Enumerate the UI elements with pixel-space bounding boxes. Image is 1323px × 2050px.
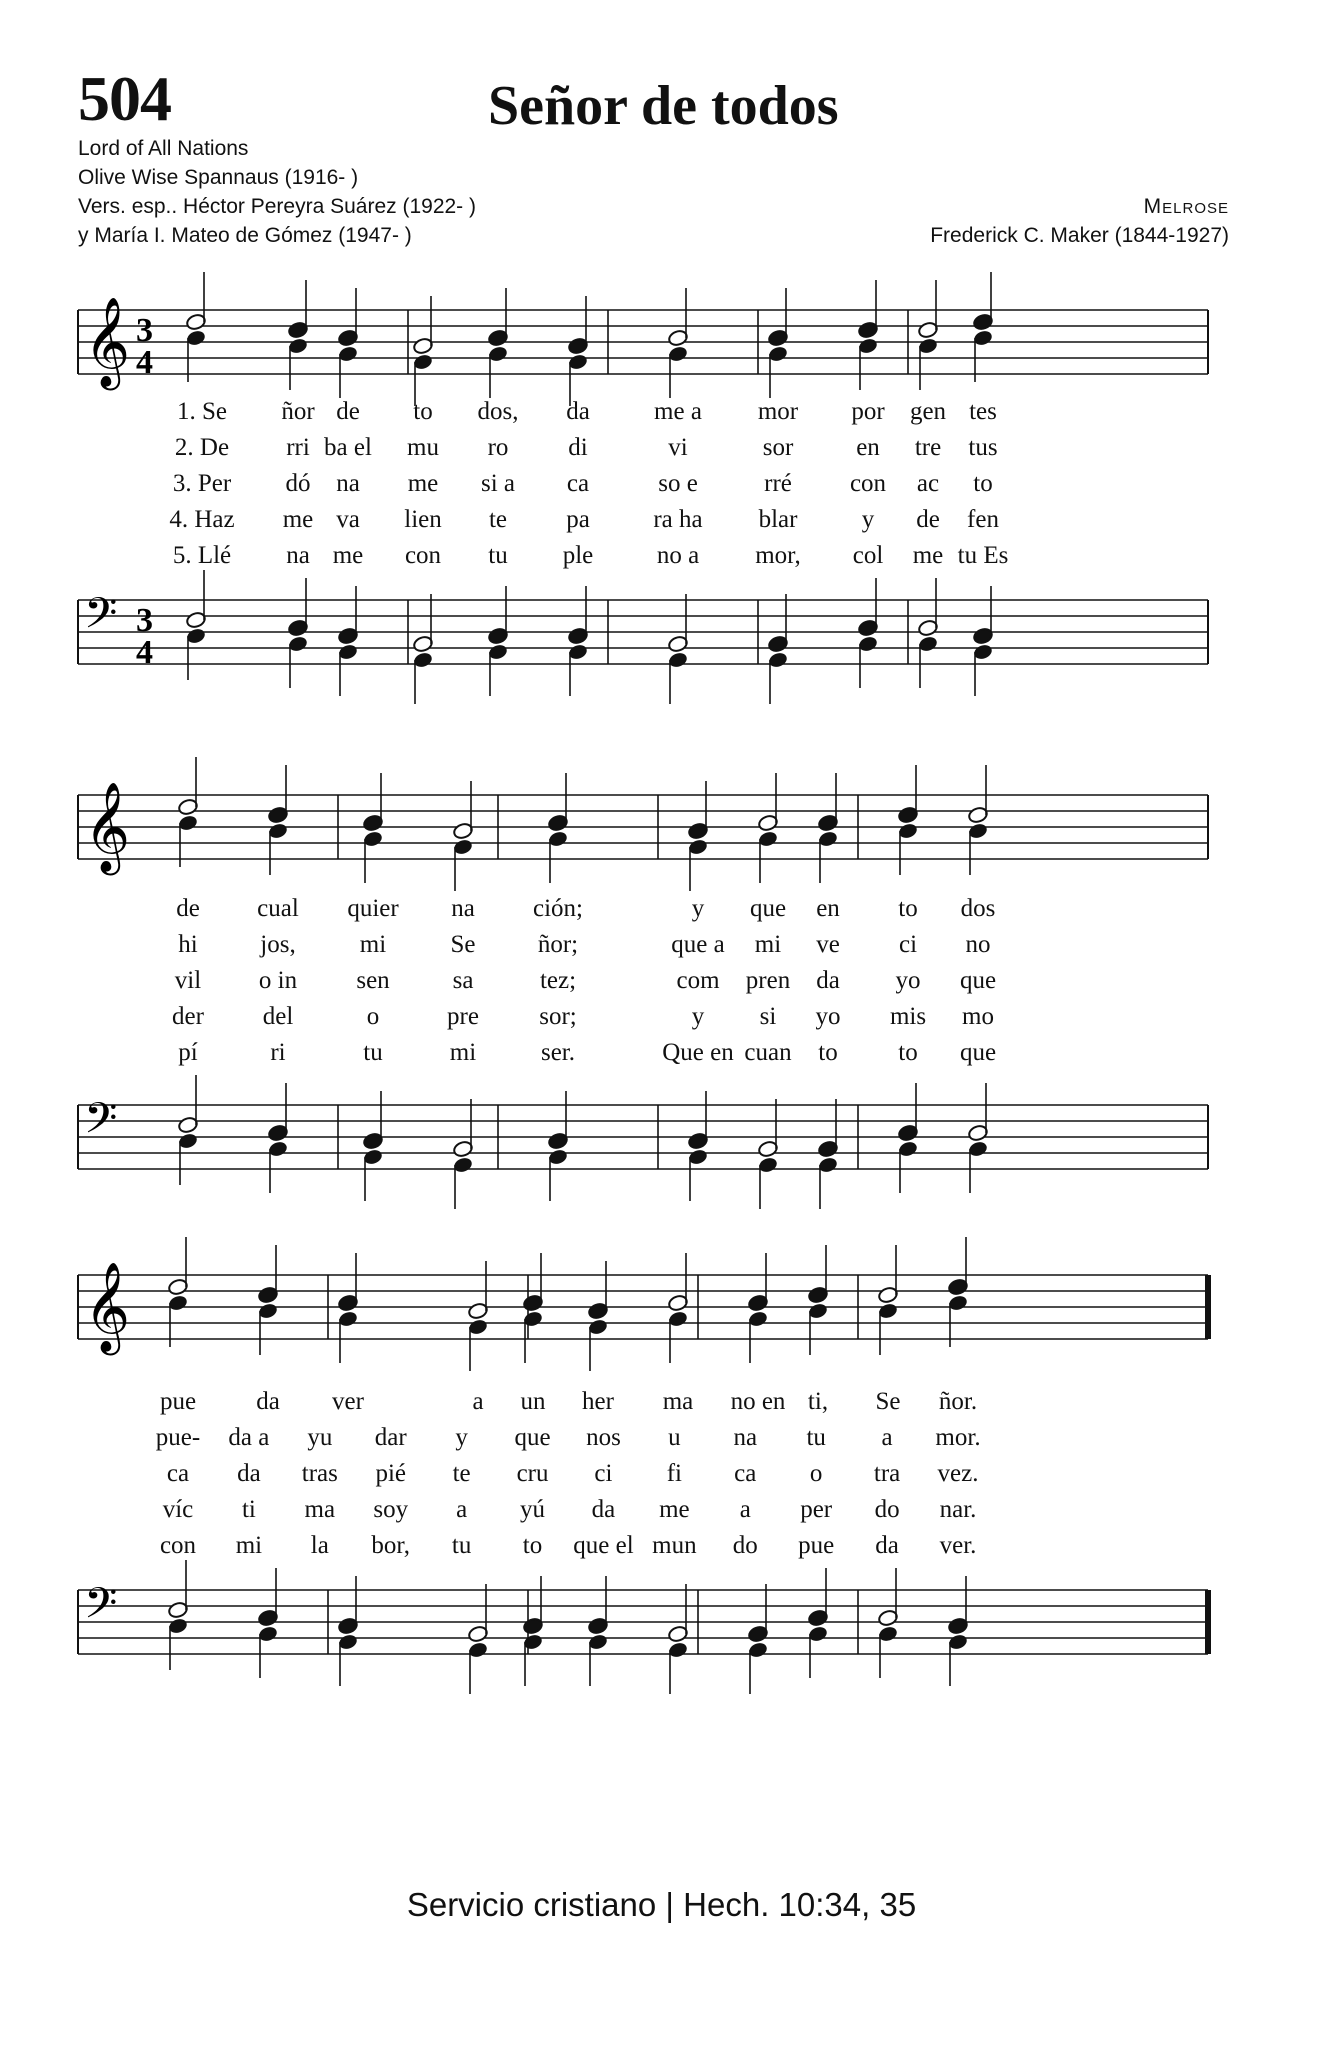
note — [687, 1091, 708, 1201]
composer-credit: Frederick C. Maker (1844-1927) — [930, 224, 1229, 247]
lyric-syllable: ver. — [939, 1532, 977, 1559]
hymn-number: 504 — [78, 63, 171, 134]
note — [185, 272, 206, 382]
lyric-syllable: da — [816, 967, 840, 994]
lyric-syllable: tras — [301, 1460, 338, 1487]
lyric-syllable: nar. — [939, 1496, 977, 1523]
note — [972, 586, 993, 696]
lyric-syllable: da — [237, 1460, 261, 1487]
note — [687, 781, 708, 891]
lyric-syllable: tu — [363, 1039, 383, 1066]
lyric-syllable: sor; — [539, 1003, 577, 1030]
lyric-syllable: vez. — [937, 1460, 979, 1487]
lyric-syllable: yú — [520, 1496, 546, 1523]
lyric-syllable: víc — [162, 1496, 194, 1523]
note — [967, 1083, 988, 1193]
lyric-syllable: te — [488, 506, 508, 533]
lyric-syllable: 4. Haz — [169, 506, 235, 533]
lyric-syllable: ñor. — [938, 1388, 978, 1415]
lyric-syllable: con — [849, 470, 887, 497]
lyric-syllable: si a — [480, 470, 516, 497]
note — [452, 1099, 473, 1209]
lyric-syllable: ro — [487, 434, 509, 461]
lyric-syllable: ma — [662, 1388, 694, 1415]
lyric-syllable: bor, — [371, 1532, 411, 1559]
lyric-syllable: mun — [652, 1532, 697, 1559]
lyric-syllable: de — [336, 398, 360, 425]
lyric-syllable: yo — [895, 967, 921, 994]
lyric-syllable: Que en — [662, 1039, 734, 1066]
lyric-syllable: tu — [806, 1424, 826, 1451]
lyric-syllable: 5. Llé — [172, 542, 232, 569]
lyric-syllable: her — [582, 1388, 614, 1415]
note — [767, 594, 788, 704]
lyric-syllable: per — [800, 1496, 833, 1523]
lyric-syllable: con — [404, 542, 442, 569]
lyric-syllable: tez; — [539, 967, 577, 994]
lyric-syllable: to — [818, 1039, 838, 1066]
lyric-syllable: na — [451, 895, 475, 922]
lyric-syllable: ca — [734, 1460, 757, 1487]
lyric-syllable: o in — [258, 967, 298, 994]
note — [467, 1261, 488, 1371]
note — [667, 288, 688, 398]
translator-credit-2: y María I. Mateo de Gómez (1947- ) — [78, 224, 412, 247]
note — [757, 773, 778, 883]
verse-3-line — [78, 470, 1228, 506]
staff-lines — [78, 310, 1208, 374]
lyric-syllable: y — [861, 506, 875, 533]
verse-2-line — [78, 1424, 1228, 1460]
lyric-syllable: mi — [359, 931, 387, 958]
note — [767, 288, 788, 398]
lyric-syllable: pa — [566, 506, 590, 533]
note — [857, 578, 878, 688]
lyric-syllable: pue — [798, 1532, 835, 1559]
lyric-syllable: ñor — [281, 398, 315, 425]
lyric-syllable: mor. — [935, 1424, 981, 1451]
lyric-syllable: col — [852, 542, 884, 569]
lyric-syllable: ma — [304, 1496, 336, 1523]
lyric-syllable: la — [310, 1532, 329, 1559]
lyric-syllable: rré — [764, 470, 792, 497]
time-signature-bottom: 4 — [136, 344, 153, 381]
tune-name: Melrose — [1143, 195, 1229, 218]
lyric-syllable: pue — [159, 1388, 197, 1415]
lyric-syllable: en — [816, 895, 840, 922]
note — [897, 1083, 918, 1193]
lyric-syllable: que — [514, 1424, 551, 1451]
lyric-syllable: hi — [178, 931, 198, 958]
lyric-syllable: do — [732, 1532, 758, 1559]
note — [567, 586, 588, 696]
lyric-syllable: yu — [307, 1424, 333, 1451]
lyric-syllable: no en — [730, 1388, 786, 1415]
lyric-syllable: y — [691, 1003, 705, 1030]
note — [807, 1568, 828, 1678]
note — [757, 1099, 778, 1209]
system-1-bass-staff — [78, 590, 1228, 720]
lyric-syllable: mu — [407, 434, 439, 461]
bass-clef-icon: 𝄢 — [84, 1094, 118, 1154]
treble-clef-icon: 𝄞 — [84, 782, 131, 872]
note — [487, 586, 508, 696]
lyric-syllable: me a — [654, 398, 702, 425]
time-signature-top: 3 — [136, 312, 153, 349]
staff-lines — [78, 600, 1208, 664]
lyric-syllable: quier — [347, 895, 399, 922]
lyric-syllable: cual — [257, 895, 299, 922]
verse-5-line — [78, 1532, 1228, 1568]
lyric-syllable: mor — [757, 398, 799, 425]
note — [287, 578, 308, 688]
time-signature-top: 3 — [136, 602, 153, 639]
lyric-syllable: mor, — [755, 542, 801, 569]
lyric-syllable: da — [256, 1388, 280, 1415]
bass-clef-icon: 𝄢 — [84, 589, 118, 649]
lyric-syllable: to — [522, 1532, 543, 1559]
lyric-syllable: sor — [762, 434, 794, 461]
lyric-syllable: ti — [241, 1496, 256, 1523]
lyric-syllable: me — [332, 542, 364, 569]
text-credits — [78, 134, 476, 250]
lyric-syllable: rri — [286, 434, 310, 461]
lyric-syllable: tes — [969, 398, 997, 425]
lyric-syllable: ple — [562, 542, 594, 569]
note — [337, 1576, 358, 1686]
lyric-syllable: ra ha — [653, 506, 703, 533]
lyric-syllable: tu — [451, 1532, 472, 1559]
lyric-syllable: que a — [671, 931, 725, 958]
lyric-syllable: soy — [373, 1496, 409, 1523]
lyric-syllable: jos, — [260, 931, 296, 958]
lyric-syllable: dó — [285, 470, 311, 497]
lyric-syllable: tu — [488, 542, 508, 569]
lyric-syllable: por — [851, 398, 885, 425]
lyric-syllable: da a — [228, 1424, 270, 1451]
lyric-syllable: pí — [178, 1039, 198, 1066]
lyric-syllable: pue- — [155, 1424, 201, 1451]
lyric-syllable: me — [659, 1496, 690, 1523]
lyric-syllable: to — [898, 895, 918, 922]
note — [817, 773, 838, 883]
lyric-syllable: de — [176, 895, 200, 922]
lyric-syllable: to — [413, 398, 433, 425]
note — [587, 1576, 608, 1686]
lyric-syllable: ver — [332, 1388, 364, 1415]
lyric-syllable: no — [965, 931, 991, 958]
lyric-syllable: me — [407, 470, 439, 497]
lyric-syllable: ca — [566, 470, 590, 497]
lyric-syllable: que — [959, 967, 997, 994]
verse-5-line — [78, 1039, 1228, 1075]
lyric-syllable: ci — [594, 1460, 613, 1487]
verse-2-line — [78, 434, 1228, 470]
lyric-syllable: tre — [914, 434, 942, 461]
lyric-syllable: pre — [447, 1003, 479, 1030]
lyric-syllable: y — [455, 1424, 468, 1451]
note — [587, 1261, 608, 1371]
verse-2-line — [78, 931, 1228, 967]
staff-lines — [78, 1275, 1208, 1339]
lyric-syllable: nos — [586, 1424, 621, 1451]
lyric-syllable: blar — [758, 506, 798, 533]
note — [167, 1237, 188, 1347]
lyric-syllable: vil — [174, 967, 202, 994]
note — [567, 296, 588, 406]
note — [177, 757, 198, 867]
lyric-syllable: cuan — [744, 1039, 792, 1066]
lyric-syllable: ción; — [533, 895, 583, 922]
lyric-syllable: tus — [968, 434, 998, 461]
lyric-syllable: mis — [889, 1003, 927, 1030]
note — [522, 1576, 543, 1686]
system-2-bass-staff — [78, 1095, 1228, 1225]
lyric-syllable: y — [691, 895, 705, 922]
note — [667, 594, 688, 704]
note — [947, 1237, 968, 1347]
footer-reference: Hech. 10:34, 35 — [683, 1886, 917, 1923]
note — [667, 1584, 688, 1694]
lyric-syllable: sa — [452, 967, 474, 994]
note — [487, 288, 508, 398]
lyric-syllable: mi — [235, 1532, 263, 1559]
lyric-syllable: dos — [960, 895, 996, 922]
lyric-syllable: a — [456, 1496, 468, 1523]
lyric-syllable: na — [286, 542, 310, 569]
lyric-syllable: que el — [573, 1532, 634, 1559]
staff-lines — [78, 1590, 1208, 1654]
english-title: Lord of All Nations — [78, 137, 249, 160]
lyric-syllable: tu Es — [957, 542, 1009, 569]
lyric-syllable: 2. De — [174, 434, 230, 461]
verse-1-line — [78, 1388, 1228, 1424]
lyric-syllable: si — [759, 1003, 777, 1030]
verse-1-line — [78, 895, 1228, 931]
lyric-syllable: un — [520, 1388, 546, 1415]
lyric-syllable: tra — [873, 1460, 901, 1487]
lyric-syllable: a — [739, 1496, 751, 1523]
lyric-syllable: mi — [754, 931, 782, 958]
note — [972, 272, 993, 382]
music-credits — [930, 192, 1229, 250]
note — [747, 1584, 768, 1694]
lyric-syllable: da — [591, 1496, 616, 1523]
lyric-syllable: de — [916, 506, 940, 533]
verse-5-line — [78, 542, 1228, 578]
lyric-syllable: o — [809, 1460, 823, 1487]
footer-separator: | — [665, 1886, 674, 1923]
lyric-syllable: me — [912, 542, 944, 569]
lyric-syllable: en — [856, 434, 880, 461]
time-signature-bottom: 4 — [136, 634, 153, 671]
note — [337, 1253, 358, 1363]
note — [547, 1091, 568, 1201]
bass-clef-icon: 𝄢 — [84, 1579, 118, 1639]
verse-4-line — [78, 506, 1228, 542]
note — [747, 1253, 768, 1363]
lyric-syllable: ñor; — [537, 931, 579, 958]
lyric-syllable: vi — [668, 434, 688, 461]
verse-4-line — [78, 1496, 1228, 1532]
treble-clef-icon: 𝄞 — [84, 1262, 131, 1352]
lyric-syllable: me — [282, 506, 314, 533]
lyric-syllable: con — [159, 1532, 197, 1559]
lyric-syllable: dar — [374, 1424, 407, 1451]
lyric-syllable: te — [452, 1460, 471, 1487]
staff-lines — [78, 1105, 1208, 1169]
staff-lines — [78, 795, 1208, 859]
note — [522, 1253, 543, 1363]
lyric-syllable: pren — [745, 967, 791, 994]
lyric-syllable: so e — [658, 470, 698, 497]
lyric-syllable: mi — [449, 1039, 477, 1066]
verse-4-line — [78, 1003, 1228, 1039]
note — [412, 296, 433, 406]
lyric-syllable: que — [749, 895, 787, 922]
system-3-bass-staff — [78, 1580, 1228, 1710]
lyric-syllable: u — [668, 1424, 681, 1451]
lyric-syllable: 3. Per — [172, 470, 232, 497]
lyric-syllable: ca — [166, 1460, 190, 1487]
lyric-syllable: dos, — [477, 398, 519, 425]
lyric-syllable: do — [874, 1496, 900, 1523]
note — [547, 773, 568, 883]
note — [337, 288, 358, 398]
lyric-syllable: 1. Se — [177, 398, 227, 425]
lyric-syllable: que — [959, 1039, 997, 1066]
note — [467, 1584, 488, 1694]
lyric-syllable: da — [566, 398, 590, 425]
lyric-syllable: to — [898, 1039, 918, 1066]
lyric-syllable: sen — [356, 967, 390, 994]
lyric-syllable: pié — [375, 1460, 406, 1487]
lyric-syllable: der — [172, 1003, 204, 1030]
lyric-syllable: ba el — [324, 434, 372, 461]
lyric-syllable: no a — [656, 542, 700, 569]
lyric-syllable: to — [973, 470, 993, 497]
note — [452, 781, 473, 891]
note — [817, 1099, 838, 1209]
lyric-syllable: cru — [516, 1460, 549, 1487]
lyric-syllable: Se — [875, 1388, 901, 1415]
verse-3-line — [78, 967, 1228, 1003]
verse-3-line — [78, 1460, 1228, 1496]
translator-credit: Vers. esp.. Héctor Pereyra Suárez (1922- ) — [78, 195, 477, 218]
hymn-title: Señor de todos — [488, 75, 839, 137]
lyric-syllable: na — [733, 1424, 758, 1451]
page-footer — [0, 1886, 1323, 1924]
lyric-syllable: ser. — [540, 1039, 576, 1066]
lyric-syllable: na — [336, 470, 360, 497]
verse-1-line — [78, 398, 1228, 434]
lyric-syllable: lien — [404, 506, 442, 533]
lyric-syllable: mo — [962, 1003, 994, 1030]
note — [362, 773, 383, 883]
lyric-syllable: com — [676, 967, 720, 994]
lyric-syllable: ri — [270, 1039, 286, 1066]
lyric-syllable: del — [262, 1003, 294, 1030]
lyric-syllable: gen — [909, 398, 947, 425]
lyric-syllable: a — [472, 1388, 484, 1415]
system-3-treble-staff — [78, 1262, 1228, 1395]
author-credit: Olive Wise Spannaus (1916- ) — [78, 166, 359, 189]
note — [917, 578, 938, 688]
lyric-syllable: di — [568, 434, 588, 461]
note — [337, 586, 358, 696]
lyric-syllable: ac — [916, 470, 940, 497]
footer-topic: Servicio cristiano — [406, 1886, 657, 1923]
lyric-syllable: a — [881, 1424, 893, 1451]
lyric-syllable: Se — [450, 931, 476, 958]
lyric-syllable: o — [366, 1003, 380, 1030]
lyric-syllable: ti, — [807, 1388, 829, 1415]
lyric-syllable: fen — [967, 506, 999, 533]
note — [257, 1568, 278, 1678]
lyric-syllable: da — [875, 1532, 899, 1559]
note — [877, 1568, 898, 1678]
note — [267, 1083, 288, 1193]
note — [947, 1576, 968, 1686]
note — [362, 1091, 383, 1201]
lyric-syllable: fi — [666, 1460, 682, 1487]
treble-clef-icon: 𝄞 — [84, 297, 131, 387]
lyric-syllable: va — [336, 506, 360, 533]
note — [412, 594, 433, 704]
lyric-syllable: yo — [815, 1003, 841, 1030]
lyric-syllable: ci — [898, 931, 918, 958]
lyric-syllable: ve — [816, 931, 840, 958]
note — [667, 1253, 688, 1363]
